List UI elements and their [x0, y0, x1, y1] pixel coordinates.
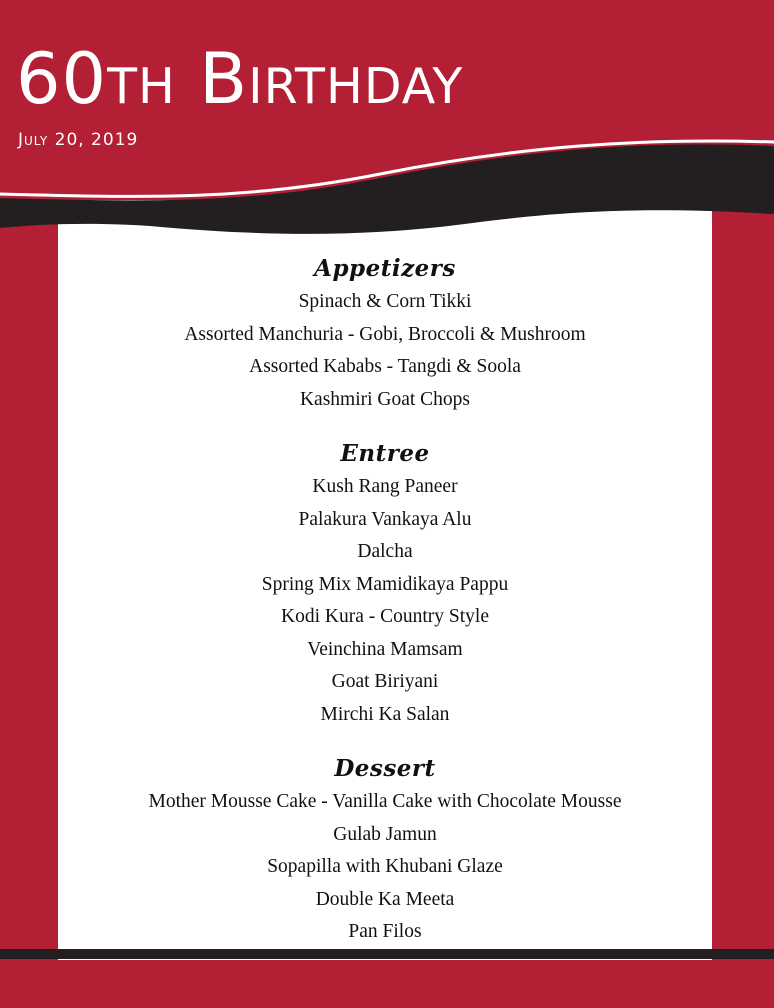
menu-item: Kush Rang Paneer: [312, 476, 458, 497]
menu-item: Dalcha: [357, 541, 413, 562]
section-dessert: [58, 752, 712, 949]
section-heading: Entree: [340, 440, 430, 467]
section-spacer: [58, 416, 712, 437]
menu-item: Palakura Vankaya Alu: [298, 508, 472, 530]
menu-item: Kashmiri Goat Chops: [299, 388, 471, 410]
menu-item: Double Ka Meeta: [315, 888, 455, 910]
menu-item: Sopapilla with Khubani Glaze: [267, 856, 503, 877]
section-heading: Dessert: [334, 755, 436, 782]
menu-item: Goat Biriyani: [331, 671, 439, 692]
section-entree: [58, 437, 712, 731]
bottom-black-bar: [0, 949, 774, 959]
menu-item: Pan Filos: [348, 921, 422, 942]
menu-item: Mirchi Ka Salan: [320, 703, 450, 725]
menu-item: Spinach & Corn Tikki: [298, 291, 472, 312]
menu-item: Spring Mix Mamidikaya Pappu: [261, 573, 509, 595]
section-heading: Appetizers: [314, 255, 456, 282]
menu-list: [58, 252, 712, 949]
section-spacer: [58, 731, 712, 752]
menu-item: Assorted Manchuria - Gobi, Broccoli & Mushroom: [184, 323, 586, 345]
event-date: July 20, 2019: [18, 130, 139, 150]
menu-item: Veinchina Mamsam: [307, 638, 463, 660]
menu-item: Kodi Kura - Country Style: [281, 606, 489, 627]
menu-item: Mother Mousse Cake - Vanilla Cake with Chocolate Mousse: [148, 791, 622, 812]
event-title: 60th Birthday: [16, 38, 464, 120]
section-appetizers: [58, 252, 712, 416]
menu-item: Assorted Kababs - Tangdi & Soola: [249, 356, 521, 377]
menu-item: Gulab Jamun: [333, 823, 437, 845]
